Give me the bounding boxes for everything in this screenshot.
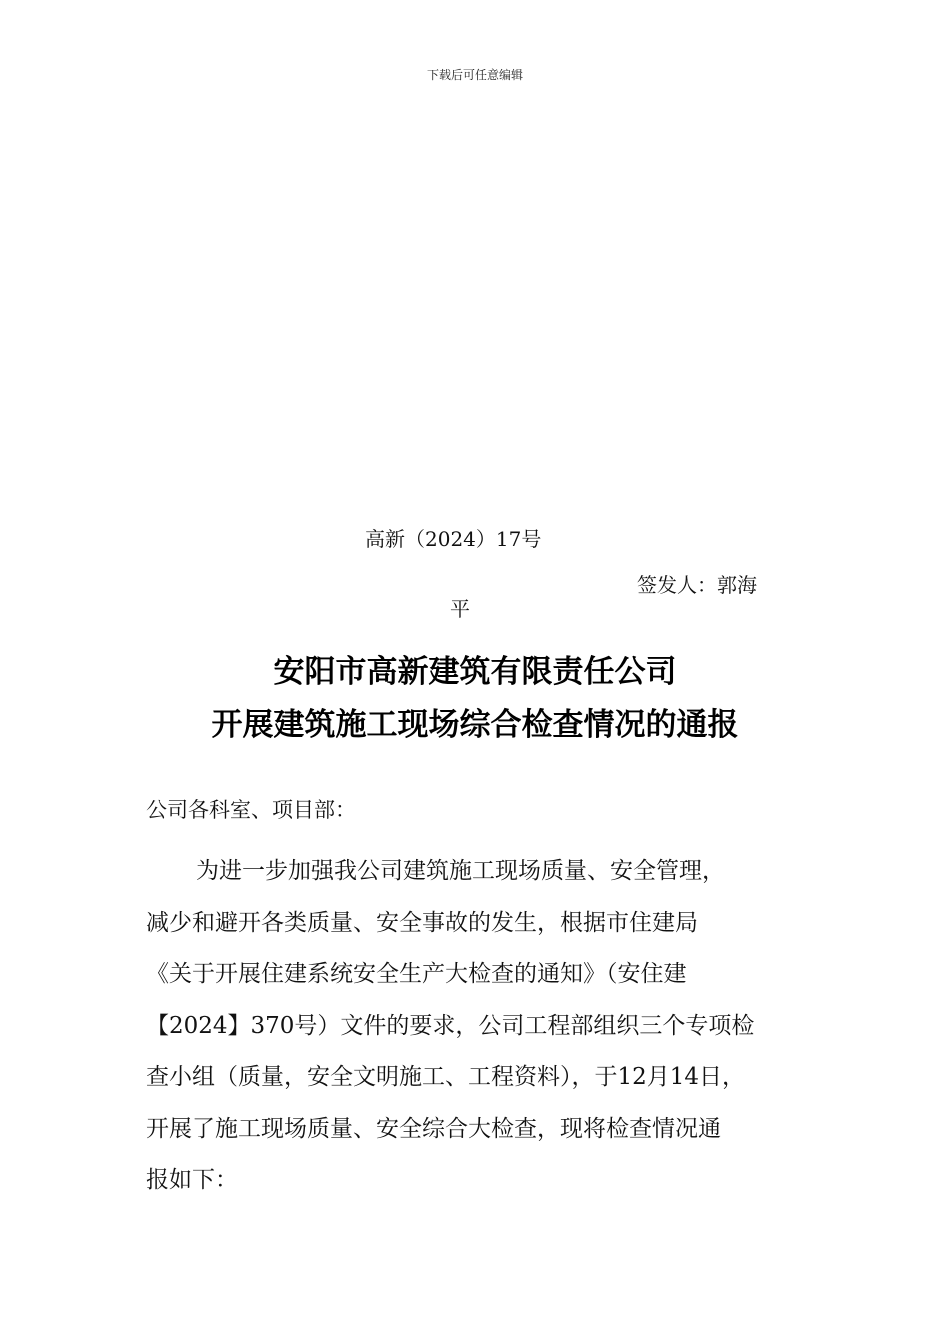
body-paragraph: [146, 846, 826, 1207]
signer-line: 签发人：郭海: [637, 573, 757, 597]
body-line: 《关于开展住建系统安全生产大检查的通知》（安住建: [146, 961, 687, 987]
document-title: [0, 646, 950, 752]
body-line: 查小组（质量，安全文明施工、工程资料），于12月14日，: [146, 1064, 746, 1090]
salutation: 公司各科室、项目部：: [146, 798, 356, 822]
page-header-note: 下载后可任意编辑: [426, 68, 523, 82]
body-line: 减少和避开各类质量、安全事故的发生，根据市住建局: [146, 909, 698, 936]
document-number: 高新（2024）17号: [365, 527, 542, 551]
body-line: 报如下：: [146, 1167, 238, 1193]
body-line: 开展了施工现场质量、安全综合大检查，现将检查情况通: [146, 1115, 721, 1142]
title-line-company: 安阳市高新建筑有限责任公司: [273, 654, 677, 690]
body-line: 为进一步加强我公司建筑施工现场质量、安全管理，: [196, 858, 725, 884]
body-line: 【2024】370号）文件的要求，公司工程部组织三个专项检: [146, 1012, 755, 1039]
title-line-subject: 开展建筑施工现场综合检查情况的通报: [211, 707, 739, 743]
signer-name-wrap: 平: [450, 597, 470, 621]
